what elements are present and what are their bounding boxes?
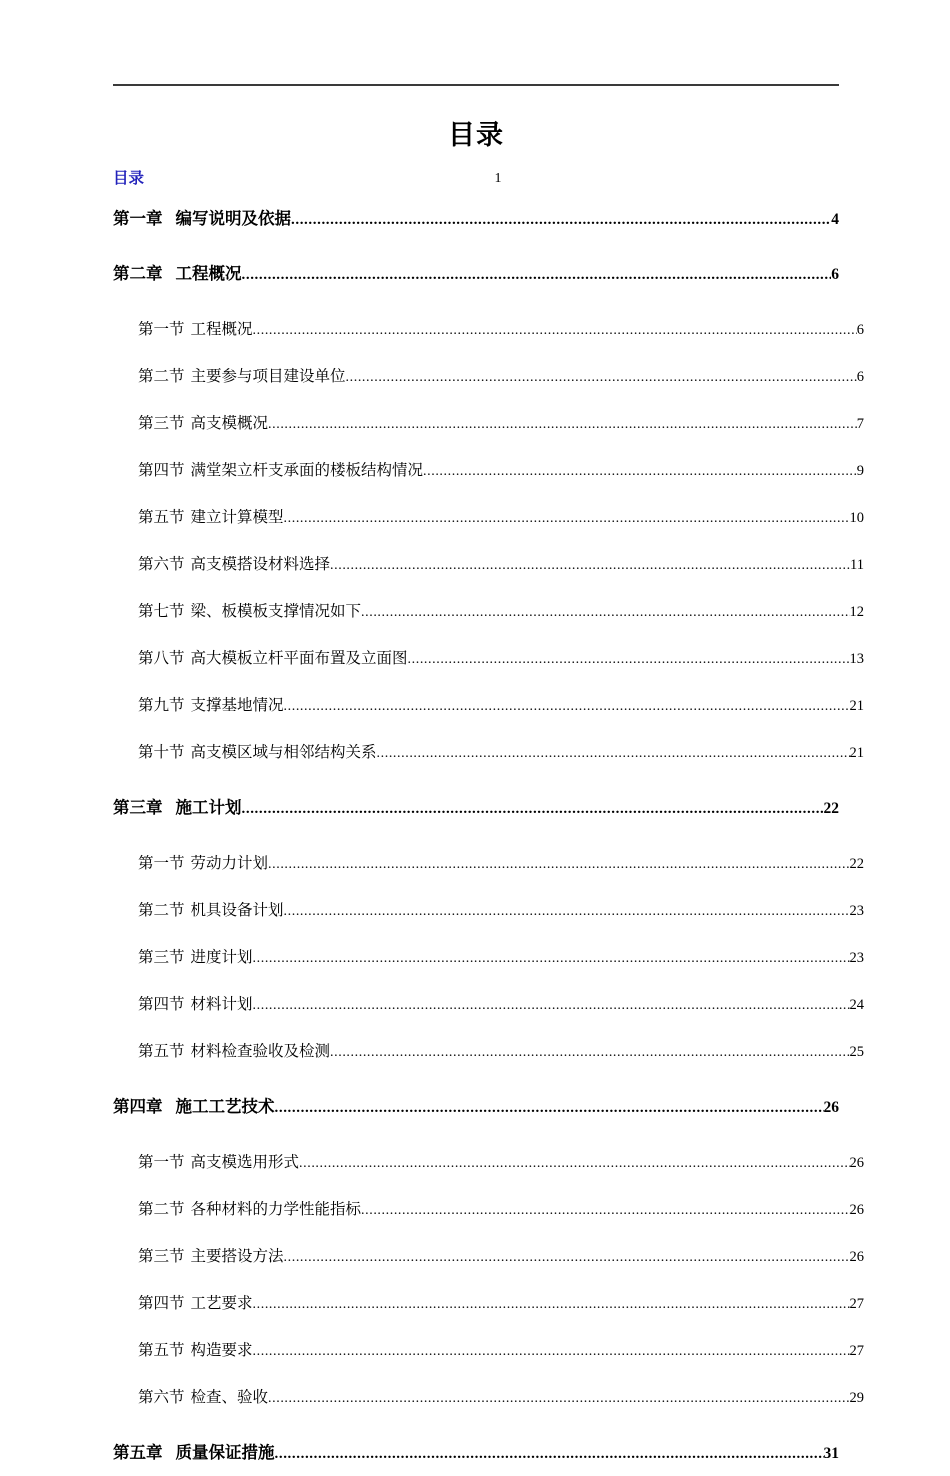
toc-entry-title: 高支模概况 [190, 415, 269, 432]
toc-leader-dots [253, 307, 857, 353]
toc-entry-title: 工艺要求 [190, 1295, 253, 1312]
toc-entry-title: 材料检查验收及检测 [190, 1043, 331, 1060]
toc-entry-label [138, 729, 377, 776]
toc-leader-dots [284, 495, 850, 541]
toc-entry-label [138, 934, 253, 981]
toc-entry[interactable] [113, 981, 864, 1028]
toc-leader-dots [291, 197, 831, 242]
toc-leader-dots [284, 683, 850, 729]
table-of-contents [113, 162, 864, 1476]
toc-entry[interactable] [113, 729, 864, 776]
toc-entry-label [138, 1374, 268, 1421]
toc-entry-page: 22 [849, 856, 864, 872]
toc-entry-page: 24 [849, 997, 864, 1013]
toc-entry-title: 施工计划 [175, 798, 242, 817]
toc-entry[interactable] [113, 1084, 839, 1130]
toc-entry-page: 26 [849, 1249, 864, 1265]
toc-entry-title: 劳动力计划 [190, 855, 269, 872]
toc-entry-title: 高支模搭设材料选择 [190, 556, 331, 573]
toc-entry[interactable] [113, 306, 864, 353]
toc-entry-page: 21 [849, 698, 864, 714]
toc-entry-number: 第五节 [138, 1043, 185, 1060]
toc-entry-page: 26 [849, 1202, 864, 1218]
toc-entry-title: 建立计算模型 [190, 509, 284, 526]
toc-leader-dots [268, 841, 849, 887]
toc-entry-title: 主要参与项目建设单位 [190, 368, 346, 385]
toc-entry-list [113, 196, 864, 1476]
toc-entry-page: 26 [849, 1155, 864, 1171]
toc-leader-dots [253, 935, 850, 981]
toc-leader-dots [284, 888, 850, 934]
toc-entry-page: 6 [856, 322, 864, 338]
toc-entry-page: 6 [856, 369, 864, 385]
toc-entry-label [138, 1186, 361, 1233]
toc-leader-dots [242, 786, 824, 831]
toc-entry-label [138, 682, 284, 729]
toc-entry-label [113, 251, 242, 297]
toc-entry[interactable] [113, 1186, 864, 1233]
toc-entry[interactable] [113, 840, 864, 887]
toc-entry-title: 高支模区域与相邻结构关系 [190, 744, 377, 761]
toc-leader-dots [377, 730, 850, 776]
toc-entry-title: 施工工艺技术 [175, 1097, 275, 1116]
toc-entry-number: 第九节 [138, 697, 185, 714]
toc-entry-number: 第二章 [113, 264, 163, 283]
toc-entry-title: 满堂架立杆支承面的楼板结构情况 [190, 462, 424, 479]
toc-entry-title: 各种材料的力学性能指标 [190, 1201, 362, 1218]
toc-entry-page: 22 [823, 800, 839, 817]
toc-entry-page: 12 [849, 604, 864, 620]
toc-entry-label [138, 353, 346, 400]
toc-entry[interactable] [113, 1374, 864, 1421]
toc-entry-page: 6 [831, 266, 839, 283]
toc-leader-dots [253, 1281, 850, 1327]
toc-entry-label [138, 541, 330, 588]
toc-leader-dots [408, 636, 850, 682]
toc-entry-page: 4 [831, 211, 839, 228]
toc-entry-title: 工程概况 [190, 321, 253, 338]
toc-entry-title: 工程概况 [175, 264, 242, 283]
toc-leader-dots [242, 252, 832, 297]
toc-leader-dots [330, 1029, 849, 1075]
toc-entry[interactable] [113, 588, 864, 635]
toc-entry-number: 第八节 [138, 650, 185, 667]
toc-entry-intro-label: 目录 [113, 170, 145, 187]
toc-entry[interactable] [113, 682, 864, 729]
toc-entry-number: 第二节 [138, 368, 185, 385]
toc-entry-number: 第一节 [138, 855, 185, 872]
toc-entry-label [138, 494, 284, 541]
toc-entry-page: 23 [849, 903, 864, 919]
toc-entry[interactable] [113, 887, 864, 934]
toc-entry-number: 第六节 [138, 1389, 185, 1406]
toc-entry-number: 第三章 [113, 798, 163, 817]
toc-entry-title: 构造要求 [190, 1342, 253, 1359]
toc-entry[interactable] [113, 494, 864, 541]
toc-entry-number: 第七节 [138, 603, 185, 620]
toc-entry-number: 第四节 [138, 996, 185, 1013]
toc-entry-number: 第四节 [138, 1295, 185, 1312]
toc-entry[interactable] [113, 1028, 864, 1075]
toc-entry-page: 29 [849, 1390, 864, 1406]
toc-entry-intro-page: 1 [494, 171, 502, 186]
toc-entry-label [138, 447, 423, 494]
toc-entry-number: 第一节 [138, 1154, 185, 1171]
toc-entry-page: 27 [849, 1343, 864, 1359]
toc-entry[interactable] [113, 1139, 864, 1186]
toc-leader-dots [330, 542, 850, 588]
toc-entry-label [138, 306, 253, 353]
toc-entry[interactable] [113, 934, 864, 981]
toc-entry-label [138, 981, 253, 1028]
toc-entry-number: 第五节 [138, 509, 185, 526]
toc-leader-dots [275, 1431, 824, 1476]
toc-entry-number: 第一章 [113, 209, 163, 228]
toc-entry[interactable] [113, 251, 839, 297]
toc-entry-title: 高支模选用形式 [190, 1154, 300, 1171]
toc-entry-page: 10 [849, 510, 864, 526]
toc-entry-number: 第三节 [138, 415, 185, 432]
toc-entry-number: 第三节 [138, 949, 185, 966]
header-rule [113, 84, 839, 86]
toc-entry-label [138, 1139, 299, 1186]
toc-entry-label [138, 1233, 284, 1280]
toc-leader-dots [253, 982, 850, 1028]
toc-entry-number: 第十节 [138, 744, 185, 761]
toc-entry[interactable] [113, 400, 864, 447]
toc-entry-number: 第一节 [138, 321, 185, 338]
toc-entry-page: 7 [856, 416, 864, 432]
toc-entry[interactable] [113, 353, 864, 400]
toc-leader-dots [423, 448, 857, 494]
toc-entry-number: 第四节 [138, 462, 185, 479]
toc-entry-page: 9 [856, 463, 864, 479]
toc-entry[interactable] [113, 447, 864, 494]
toc-entry[interactable] [113, 1280, 864, 1327]
toc-entry[interactable] [113, 1233, 864, 1280]
toc-entry-label [138, 887, 284, 934]
toc-entry-number: 第三节 [138, 1248, 185, 1265]
toc-leader-dots [361, 1187, 849, 1233]
toc-leader-dots [275, 1085, 824, 1130]
toc-entry-page: 26 [823, 1099, 839, 1116]
toc-entry-title: 编写说明及依据 [175, 209, 291, 228]
toc-entry[interactable] [113, 196, 839, 242]
toc-entry-page: 13 [849, 651, 864, 667]
toc-entry-title: 检查、验收 [190, 1389, 269, 1406]
toc-leader-dots [361, 589, 849, 635]
toc-entry-page: 11 [850, 557, 864, 573]
toc-entry-title: 进度计划 [190, 949, 253, 966]
toc-entry-label [113, 1084, 275, 1130]
toc-entry-intro[interactable] [113, 162, 839, 196]
toc-entry-label [138, 840, 268, 887]
toc-entry-number: 第二节 [138, 902, 185, 919]
toc-leader-dots [346, 354, 857, 400]
toc-entry-page: 31 [823, 1445, 839, 1462]
toc-leader-dots [268, 1375, 849, 1421]
toc-leader-dots [299, 1140, 849, 1186]
toc-entry-number: 第五章 [113, 1443, 163, 1462]
toc-entry-label [113, 1430, 275, 1476]
toc-entry[interactable] [113, 541, 864, 588]
toc-entry-title: 高大模板立杆平面布置及立面图 [190, 650, 408, 667]
toc-entry-label [138, 1280, 253, 1327]
toc-entry-page: 27 [849, 1296, 864, 1312]
toc-entry-title: 支撑基地情况 [190, 697, 284, 714]
toc-entry-number: 第五节 [138, 1342, 185, 1359]
toc-entry-number: 第六节 [138, 556, 185, 573]
page-title: 目录 [448, 120, 504, 150]
toc-entry-label [138, 588, 361, 635]
toc-leader-dots [268, 401, 857, 447]
toc-entry[interactable] [113, 1327, 864, 1374]
toc-entry-title: 梁、板模板支撑情况如下 [190, 603, 362, 620]
toc-entry[interactable] [113, 785, 839, 831]
toc-entry-title: 质量保证措施 [175, 1443, 275, 1462]
toc-entry-title: 机具设备计划 [190, 902, 284, 919]
toc-entry-number: 第二节 [138, 1201, 185, 1218]
toc-entry[interactable] [113, 635, 864, 682]
toc-entry-page: 23 [849, 950, 864, 966]
toc-leader-dots [253, 1328, 850, 1374]
toc-entry-number: 第四章 [113, 1097, 163, 1116]
toc-entry-label [113, 196, 291, 242]
toc-entry-label [113, 785, 242, 831]
toc-entry-label [138, 1028, 330, 1075]
toc-entry-label [138, 1327, 253, 1374]
toc-entry-page: 21 [849, 745, 864, 761]
toc-entry[interactable] [113, 1430, 839, 1476]
toc-leader-dots [284, 1234, 850, 1280]
toc-entry-label [138, 635, 408, 682]
toc-entry-page: 25 [849, 1044, 864, 1060]
toc-entry-label [138, 400, 268, 447]
toc-entry-title: 主要搭设方法 [190, 1248, 284, 1265]
toc-entry-title: 材料计划 [190, 996, 253, 1013]
